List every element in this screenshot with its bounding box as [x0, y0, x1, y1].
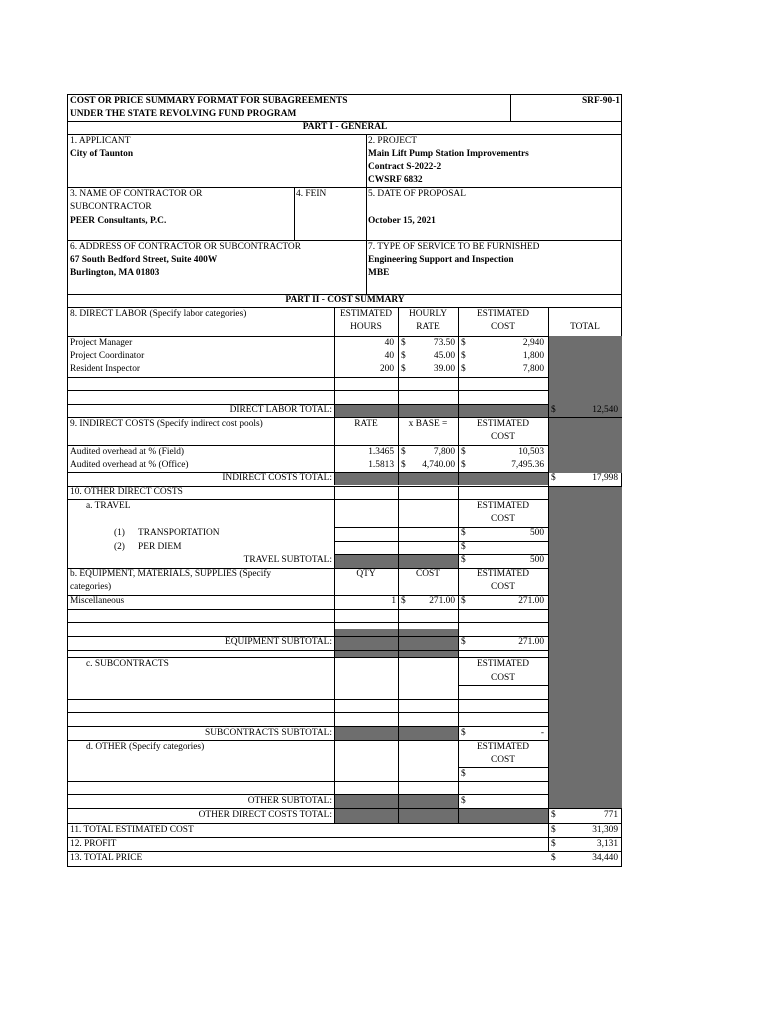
currency-sign: $ — [461, 447, 466, 457]
service-line-2: MBE — [368, 268, 390, 278]
indirect-row-base: 4,740.00 — [422, 460, 455, 470]
indirect-total: 17,998 — [592, 473, 618, 483]
travel-col-1: ESTIMATED — [476, 501, 530, 511]
profit-label: 12. PROFIT — [70, 839, 117, 849]
currency-sign: $ — [401, 351, 406, 361]
shade-total-odc — [548, 487, 622, 809]
currency-sign: $ — [401, 338, 406, 348]
col-cost-2: COST — [491, 322, 515, 332]
currency-sign: $ — [461, 728, 466, 738]
service-label: 7. TYPE OF SERVICE TO BE FURNISHED — [368, 242, 540, 252]
labor-row-rate: 45.00 — [433, 351, 455, 361]
odc-label: 10. OTHER DIRECT COSTS — [70, 487, 183, 497]
address-line-1: 67 South Bedford Street, Suite 400W — [70, 255, 218, 265]
date-label: 5. DATE OF PROPOSAL — [368, 189, 466, 199]
total-estimated-label: 11. TOTAL ESTIMATED COST — [70, 825, 194, 835]
currency-sign: $ — [401, 596, 406, 606]
applicant-label: 1. APPLICANT — [70, 136, 131, 146]
indirect-costs-label: 9. INDIRECT COSTS (Specify indirect cost pools) — [70, 419, 263, 429]
indirect-row-name: Audited overhead at % (Office) — [70, 460, 189, 470]
other-label: d. OTHER (Specify categories) — [86, 742, 205, 752]
transport-label: TRANSPORTATION — [138, 528, 220, 538]
shade-indirect-row — [334, 472, 548, 485]
project-line-2: Contract S-2022-2 — [368, 162, 442, 172]
sub-col-2: COST — [491, 673, 515, 683]
equip-cost: 271.00 — [429, 596, 455, 606]
shade-total-indirect — [548, 418, 622, 473]
currency-sign: $ — [551, 405, 556, 415]
other-subtotal-label: OTHER SUBTOTAL: — [247, 796, 332, 806]
col-total: TOTAL — [570, 322, 600, 332]
fein-label: 4. FEIN — [296, 189, 327, 199]
applicant-value: City of Taunton — [70, 149, 134, 159]
shade-odc-row — [334, 809, 548, 823]
indirect-row-rate: 1.5813 — [368, 460, 394, 470]
form-title-line1: COST OR PRICE SUMMARY FORMAT FOR SUBAGREEMENTS — [70, 96, 348, 106]
currency-sign: $ — [461, 796, 466, 806]
indirect-row-name: Audited overhead at % (Field) — [70, 447, 185, 457]
form-number: SRF-90-1 — [581, 96, 620, 106]
col-hours-2: HOURS — [350, 322, 382, 332]
col-cost-1: ESTIMATED — [476, 309, 530, 319]
currency-sign: $ — [461, 338, 466, 348]
currency-sign: $ — [551, 473, 556, 483]
indirect-row-cost: 7,495.36 — [511, 460, 544, 470]
travel-col-2: COST — [491, 514, 515, 524]
indirect-row-base: 7,800 — [433, 447, 455, 457]
currency-sign: $ — [551, 810, 556, 820]
profit: 3,131 — [596, 839, 618, 849]
other-col-2: COST — [491, 755, 515, 765]
travel-subtotal-label: TRAVEL SUBTOTAL: — [243, 555, 332, 565]
labor-row-cost: 1,800 — [522, 351, 544, 361]
travel-label: a. TRAVEL — [86, 501, 131, 511]
currency-sign: $ — [461, 351, 466, 361]
labor-row-name: Project Coordinator — [70, 351, 145, 361]
currency-sign: $ — [461, 460, 466, 470]
date-value: October 15, 2021 — [368, 216, 436, 226]
cost-summary-form — [67, 94, 622, 867]
address-label: 6. ADDRESS OF CONTRACTOR OR SUBCONTRACTOR — [70, 242, 301, 252]
transport-num: (1) — [114, 528, 125, 538]
perdiem-num: (2) — [114, 542, 125, 552]
currency-sign: $ — [551, 839, 556, 849]
other-col-1: ESTIMATED — [476, 742, 530, 752]
shade-other-sub — [334, 795, 458, 808]
indirect-total-label: INDIRECT COSTS TOTAL: — [222, 473, 332, 483]
currency-sign: $ — [551, 853, 556, 863]
col-rate-2: RATE — [416, 322, 440, 332]
project-label: 2. PROJECT — [368, 136, 417, 146]
indirect-row-cost: 10,503 — [518, 447, 544, 457]
shade-sub-sub — [334, 727, 458, 740]
direct-labor-label: 8. DIRECT LABOR (Specify labor categories) — [70, 309, 247, 319]
labor-row-rate: 39.00 — [433, 364, 455, 374]
odc-total: 771 — [603, 810, 618, 820]
indirect-col-base: x BASE = — [408, 419, 448, 429]
service-line-1: Engineering Support and Inspection — [368, 255, 514, 265]
equip-label-2: categories) — [70, 582, 112, 592]
currency-sign: $ — [461, 528, 466, 538]
currency-sign: $ — [461, 637, 466, 647]
indirect-col-rate: RATE — [354, 419, 378, 429]
currency-sign: $ — [551, 825, 556, 835]
shade-total-labor — [548, 336, 622, 405]
total-estimated: 31,309 — [592, 825, 618, 835]
total-price-label: 13. TOTAL PRICE — [70, 853, 143, 863]
direct-labor-total-label: DIRECT LABOR TOTAL: — [229, 405, 332, 415]
equip-subtotal-label: EQUIPMENT SUBTOTAL: — [225, 637, 332, 647]
labor-row-name: Resident Inspector — [70, 364, 141, 374]
direct-labor-total: 12,540 — [592, 405, 618, 415]
currency-sign: $ — [401, 364, 406, 374]
col-rate-1: HOURLY — [408, 309, 448, 319]
travel-subtotal: 500 — [529, 555, 544, 565]
subcontracts-subtotal-label: SUBCONTRACTS SUBTOTAL: — [205, 728, 332, 738]
shade-travel-sub — [334, 555, 458, 568]
labor-row-cost: 7,800 — [522, 364, 544, 374]
col-hours-1: ESTIMATED — [339, 309, 393, 319]
equip-qty: 1 — [391, 596, 396, 606]
equip-col-est-1: ESTIMATED — [476, 569, 530, 579]
indirect-col-cost-2: COST — [491, 432, 515, 442]
labor-row-hours: 40 — [384, 351, 394, 361]
project-line-1: Main Lift Pump Station Improvementrs — [368, 149, 529, 159]
form-title-line2: UNDER THE STATE REVOLVING FUND PROGRAM — [70, 109, 297, 119]
indirect-col-cost-1: ESTIMATED — [476, 419, 530, 429]
shade-equip-sub — [334, 629, 458, 657]
contractor-value: PEER Consultants, P.C. — [70, 216, 167, 226]
subcontracts-label: c. SUBCONTRACTS — [86, 659, 169, 669]
odc-total-label: OTHER DIRECT COSTS TOTAL: — [198, 810, 332, 820]
equip-subtotal: 271.00 — [518, 637, 544, 647]
currency-sign: $ — [401, 460, 406, 470]
subcontracts-subtotal: - — [540, 728, 544, 738]
part-one-heading: PART I - GENERAL — [302, 122, 388, 132]
contractor-label-2: SUBCONTRACTOR — [70, 202, 152, 212]
labor-row-cost: 2,940 — [522, 338, 544, 348]
equip-item: Miscellaneous — [70, 596, 125, 606]
sub-col-1: ESTIMATED — [476, 659, 530, 669]
contractor-label-1: 3. NAME OF CONTRACTOR OR — [70, 189, 203, 199]
labor-row-name: Project Manager — [70, 338, 133, 348]
currency-sign: $ — [461, 769, 466, 779]
transport-cost: 500 — [529, 528, 544, 538]
currency-sign: $ — [461, 542, 466, 552]
equip-est: 271.00 — [518, 596, 544, 606]
equip-col-cost: COST — [416, 569, 440, 579]
part-two-heading: PART II - COST SUMMARY — [285, 295, 405, 305]
perdiem-label: PER DIEM — [138, 542, 182, 552]
indirect-row-rate: 1.3465 — [368, 447, 394, 457]
equip-col-est-2: COST — [491, 582, 515, 592]
address-line-2: Burlington, MA 01803 — [70, 268, 160, 278]
equip-col-qty: QTY — [356, 569, 376, 579]
labor-row-hours: 40 — [384, 338, 394, 348]
currency-sign: $ — [401, 447, 406, 457]
currency-sign: $ — [461, 364, 466, 374]
project-line-3: CWSRF 6832 — [368, 175, 423, 185]
labor-row-rate: 73.50 — [433, 338, 455, 348]
equip-label-1: b. EQUIPMENT, MATERIALS, SUPPLIES (Specify — [70, 569, 272, 579]
currency-sign: $ — [461, 555, 466, 565]
currency-sign: $ — [461, 596, 466, 606]
total-price: 34,440 — [592, 853, 618, 863]
labor-row-hours: 200 — [379, 364, 394, 374]
